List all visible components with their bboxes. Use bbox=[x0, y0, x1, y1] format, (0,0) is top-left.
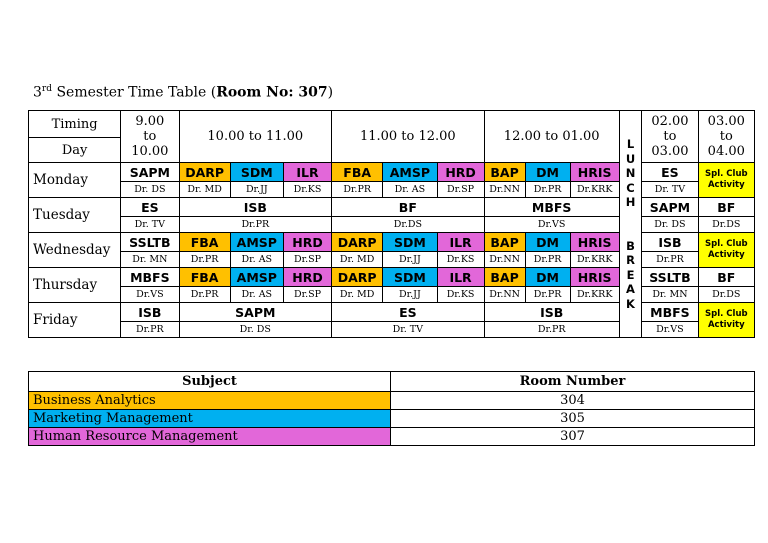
faculty-cell: Dr.KS bbox=[437, 252, 484, 268]
subject-cell: BAP bbox=[484, 233, 525, 252]
subject-cell: BF bbox=[698, 268, 754, 287]
subject-cell: SAPM bbox=[121, 163, 179, 182]
faculty-cell: Dr.PR bbox=[121, 322, 179, 338]
faculty-cell: Dr.KRK bbox=[570, 252, 619, 268]
subject-cell: FBA bbox=[179, 268, 230, 287]
subject-cell: HRD bbox=[283, 268, 331, 287]
subject-cell: BF bbox=[332, 198, 485, 217]
subject-cell: ISB bbox=[484, 303, 619, 322]
legend-subject-header: Subject bbox=[29, 372, 391, 392]
faculty-cell: Dr.NN bbox=[484, 287, 525, 303]
subject-cell: SAPM bbox=[179, 303, 332, 322]
subject-cell: ILR bbox=[283, 163, 331, 182]
subject-cell: HRIS bbox=[570, 268, 619, 287]
subject-cell: BAP bbox=[484, 268, 525, 287]
subject-cell: HRIS bbox=[570, 233, 619, 252]
faculty-cell: Dr. DS bbox=[642, 217, 698, 233]
slot-10-11-header: 10.00 to 11.00 bbox=[179, 111, 332, 163]
subject-cell: SDM bbox=[383, 233, 437, 252]
faculty-cell: Dr. DS bbox=[121, 182, 179, 198]
faculty-cell: Dr.KRK bbox=[570, 182, 619, 198]
day-monday: Monday bbox=[29, 163, 121, 198]
faculty-cell: Dr.VS bbox=[121, 287, 179, 303]
spl-club-activity-cell: Spl. Club Activity bbox=[698, 303, 754, 338]
faculty-cell: Dr.SP bbox=[283, 287, 331, 303]
faculty-cell: Dr.PR bbox=[179, 217, 332, 233]
faculty-cell: Dr.PR bbox=[525, 182, 570, 198]
subject-cell: SDM bbox=[230, 163, 283, 182]
legend-room-number: 304 bbox=[391, 392, 755, 410]
faculty-cell: Dr.JJ bbox=[383, 252, 437, 268]
page-title: 3rd Semester Time Table (Room No: 307) bbox=[33, 84, 334, 101]
faculty-cell: Dr. TV bbox=[332, 322, 485, 338]
day-friday: Friday bbox=[29, 303, 121, 338]
day-wednesday: Wednesday bbox=[29, 233, 121, 268]
faculty-cell: Dr.KS bbox=[437, 287, 484, 303]
subject-cell: ILR bbox=[437, 233, 484, 252]
faculty-cell: Dr.DS bbox=[332, 217, 485, 233]
subject-cell: DARP bbox=[332, 268, 383, 287]
faculty-cell: Dr. MD bbox=[179, 182, 230, 198]
timing-header: Timing bbox=[29, 111, 121, 138]
subject-cell: ILR bbox=[437, 268, 484, 287]
subject-cell: AMSP bbox=[383, 163, 437, 182]
faculty-cell: Dr.JJ bbox=[230, 182, 283, 198]
faculty-cell: Dr. AS bbox=[230, 252, 283, 268]
subject-cell: AMSP bbox=[230, 268, 283, 287]
faculty-cell: Dr.VS bbox=[642, 322, 698, 338]
faculty-cell: Dr.JJ bbox=[383, 287, 437, 303]
subject-cell: ISB bbox=[642, 233, 698, 252]
subject-cell: MBFS bbox=[484, 198, 619, 217]
subject-cell: BAP bbox=[484, 163, 525, 182]
slot-03-04-header: 03.00 to 04.00 bbox=[698, 111, 754, 163]
slot-12-01-header: 12.00 to 01.00 bbox=[484, 111, 619, 163]
subject-cell: DM bbox=[525, 233, 570, 252]
faculty-cell: Dr.DS bbox=[698, 287, 754, 303]
day-tuesday: Tuesday bbox=[29, 198, 121, 233]
subject-cell: MBFS bbox=[121, 268, 179, 287]
faculty-cell: Dr.PR bbox=[484, 322, 619, 338]
subject-cell: DARP bbox=[332, 233, 383, 252]
subject-cell: ES bbox=[332, 303, 485, 322]
faculty-cell: Dr. AS bbox=[230, 287, 283, 303]
faculty-cell: Dr.NN bbox=[484, 182, 525, 198]
faculty-cell: Dr.SP bbox=[283, 252, 331, 268]
faculty-cell: Dr. MN bbox=[642, 287, 698, 303]
subject-cell: SSLTB bbox=[642, 268, 698, 287]
faculty-cell: Dr. TV bbox=[642, 182, 698, 198]
faculty-cell: Dr.PR bbox=[179, 287, 230, 303]
subject-cell: MBFS bbox=[642, 303, 698, 322]
faculty-cell: Dr.PR bbox=[179, 252, 230, 268]
legend-room-number: 307 bbox=[391, 428, 755, 446]
subject-cell: ISB bbox=[179, 198, 332, 217]
subject-cell: SAPM bbox=[642, 198, 698, 217]
subject-cell: FBA bbox=[332, 163, 383, 182]
faculty-cell: Dr. DS bbox=[179, 322, 332, 338]
faculty-cell: Dr.PR bbox=[525, 252, 570, 268]
day-thursday: Thursday bbox=[29, 268, 121, 303]
slot-9-10-header: 9.00 to 10.00 bbox=[121, 111, 179, 163]
faculty-cell: Dr.SP bbox=[437, 182, 484, 198]
faculty-cell: Dr.NN bbox=[484, 252, 525, 268]
spl-club-activity-cell: Spl. Club Activity bbox=[698, 163, 754, 198]
subject-cell: DM bbox=[525, 163, 570, 182]
subject-room-legend bbox=[28, 371, 755, 446]
faculty-cell: Dr.PR bbox=[525, 287, 570, 303]
faculty-cell: Dr. MD bbox=[332, 252, 383, 268]
subject-cell: HRD bbox=[437, 163, 484, 182]
subject-cell: ES bbox=[121, 198, 179, 217]
subject-cell: HRIS bbox=[570, 163, 619, 182]
legend-subject-marketing-management: Marketing Management bbox=[29, 410, 391, 428]
legend-room-number: 305 bbox=[391, 410, 755, 428]
faculty-cell: Dr.VS bbox=[484, 217, 619, 233]
timetable bbox=[28, 110, 755, 338]
subject-cell: SSLTB bbox=[121, 233, 179, 252]
faculty-cell: Dr. MD bbox=[332, 287, 383, 303]
subject-cell: DARP bbox=[179, 163, 230, 182]
subject-cell: DM bbox=[525, 268, 570, 287]
subject-cell: ISB bbox=[121, 303, 179, 322]
faculty-cell: Dr.PR bbox=[642, 252, 698, 268]
day-header: Day bbox=[29, 138, 121, 163]
slot-11-12-header: 11.00 to 12.00 bbox=[332, 111, 485, 163]
faculty-cell: Dr. MN bbox=[121, 252, 179, 268]
faculty-cell: Dr.KS bbox=[283, 182, 331, 198]
legend-room-header: Room Number bbox=[391, 372, 755, 392]
legend-subject-human-resource-management: Human Resource Management bbox=[29, 428, 391, 446]
spl-club-activity-cell: Spl. Club Activity bbox=[698, 233, 754, 268]
subject-cell: SDM bbox=[383, 268, 437, 287]
faculty-cell: Dr. AS bbox=[383, 182, 437, 198]
subject-cell: HRD bbox=[283, 233, 331, 252]
slot-02-03-header: 02.00 to 03.00 bbox=[642, 111, 698, 163]
faculty-cell: Dr.KRK bbox=[570, 287, 619, 303]
subject-cell: ES bbox=[642, 163, 698, 182]
subject-cell: FBA bbox=[179, 233, 230, 252]
room-number-label: Room No: 307 bbox=[216, 84, 328, 101]
faculty-cell: Dr.DS bbox=[698, 217, 754, 233]
subject-cell: AMSP bbox=[230, 233, 283, 252]
legend-subject-business-analytics: Business Analytics bbox=[29, 392, 391, 410]
faculty-cell: Dr.PR bbox=[332, 182, 383, 198]
lunch-break-column: L U N C H B R E A K bbox=[619, 111, 642, 338]
subject-cell: BF bbox=[698, 198, 754, 217]
faculty-cell: Dr. TV bbox=[121, 217, 179, 233]
